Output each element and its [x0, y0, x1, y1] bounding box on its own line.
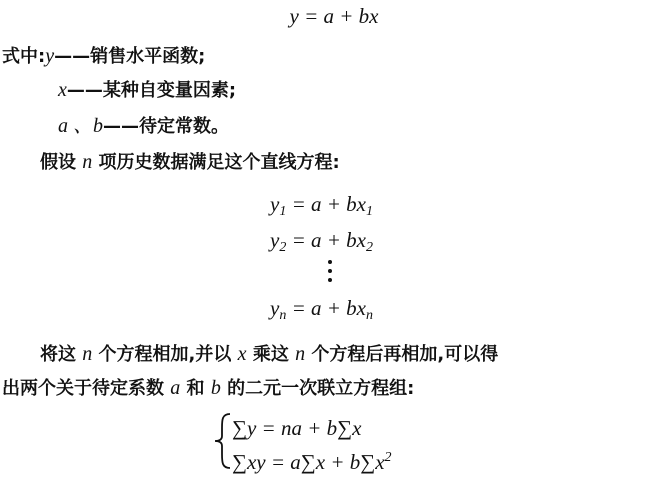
- var-n: n: [82, 151, 93, 173]
- definition-y: [2, 44, 205, 69]
- main-equation: y = a + bx: [289, 4, 379, 28]
- eqn-rhs: = a + bx: [286, 296, 366, 320]
- definition-ab: [58, 114, 229, 139]
- var-n: n: [295, 343, 306, 365]
- paragraph-text: 个方程后再相加,可以得: [305, 344, 499, 365]
- paragraph-line-1: [40, 342, 498, 367]
- eq2-rhs: = a + bx: [286, 228, 366, 252]
- dash: ——: [54, 46, 91, 67]
- equation-1: [270, 192, 373, 224]
- var-ab: a 、b: [58, 115, 103, 137]
- definition-y-desc: 销售水平函数;: [90, 46, 206, 67]
- var-x: x: [58, 79, 67, 101]
- definition-ab-desc: 待定常数。: [139, 116, 229, 137]
- equation-2: [270, 228, 373, 260]
- paragraph-text: 的二元一次联立方程组:: [220, 378, 415, 399]
- dash: ——: [66, 80, 103, 101]
- dash: ——: [103, 116, 139, 137]
- definition-intro: 式中:: [2, 46, 46, 67]
- system-equation-2: [232, 446, 392, 474]
- var-b: b: [210, 377, 221, 399]
- equation-n: [270, 296, 373, 328]
- system-equation-1: ∑y = na + b∑x: [232, 416, 362, 440]
- paragraph-line-2: [2, 376, 414, 401]
- eq1-lhs: y: [270, 192, 280, 216]
- eq2-sub2: 2: [366, 240, 373, 255]
- var-y: y: [45, 45, 55, 67]
- paragraph-text: 将这: [40, 344, 83, 365]
- eqn-lhs: y: [270, 296, 280, 320]
- paragraph-text: 出两个关于待定系数: [2, 378, 171, 399]
- system-eq2-sup: 2: [384, 450, 392, 465]
- var-n: n: [82, 343, 93, 365]
- eq2-lhs: y: [270, 228, 280, 252]
- var-x: x: [237, 343, 247, 365]
- paragraph-text: 个方程相加,并以: [92, 344, 238, 365]
- eq1-sub2: 1: [366, 204, 373, 219]
- system-eq2-main: ∑xy = a∑x + b∑x: [232, 450, 385, 474]
- eqn-sub: n: [279, 308, 287, 323]
- definition-x-desc: 某种自变量因素;: [102, 80, 237, 101]
- paragraph-text: 和: [180, 378, 211, 399]
- eq2-sub: 2: [279, 240, 287, 255]
- left-brace-icon: [212, 412, 234, 470]
- assumption-text: [40, 150, 340, 175]
- definition-x: [58, 78, 236, 103]
- var-a: a: [170, 377, 181, 399]
- eq1-rhs: = a + bx: [286, 192, 366, 216]
- eq1-sub: 1: [279, 204, 287, 219]
- paragraph-text: 乘这: [246, 344, 296, 365]
- assumption-prefix: 假设: [40, 152, 83, 173]
- eqn-sub2: n: [366, 308, 373, 323]
- assumption-suffix: 项历史数据满足这个直线方程:: [92, 152, 340, 173]
- vertical-ellipsis: [322, 258, 338, 284]
